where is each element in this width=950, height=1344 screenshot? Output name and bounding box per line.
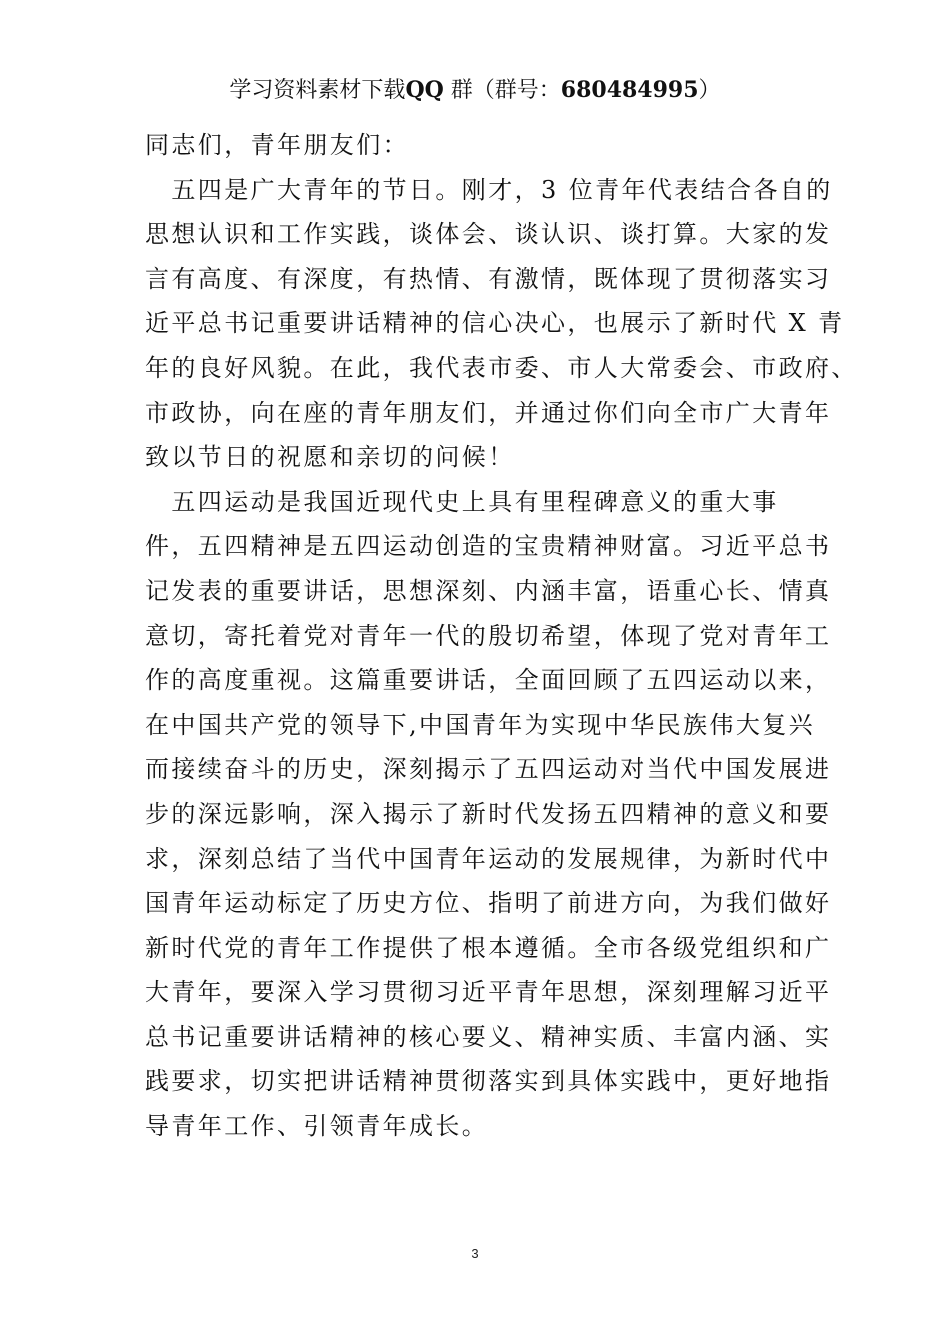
page-header — [0, 72, 950, 109]
text-line: 践要求，切实把讲话精神贯彻落实到具体实践中，更好地指 — [145, 1067, 832, 1096]
header-qq: QQ — [405, 77, 444, 103]
text-line: 五四是广大青年的节日。刚才，3 位青年代表结合各自的 — [145, 175, 833, 204]
text-line: 步的深远影响，深入揭示了新时代发扬五四精神的意义和要 — [145, 799, 832, 828]
document-body — [145, 123, 858, 1149]
text-line: 总书记重要讲话精神的核心要义、精神实质、丰富内涵、实 — [145, 1022, 832, 1051]
text-line: 五四运动是我国近现代史上具有里程碑意义的重大事 — [145, 487, 779, 516]
text-line: 市政协，向在座的青年朋友们，并通过你们向全市广大青年 — [145, 398, 832, 427]
text-line: 近平总书记重要讲话精神的信心决心，也展示了新时代 X 青 — [145, 309, 845, 338]
header-middle: 群（群号： — [443, 78, 561, 103]
text-line: 大青年，要深入学习贯彻习近平青年思想，深刻理解习近平 — [145, 978, 832, 1007]
text-line: 作的高度重视。这篇重要讲话，全面回顾了五四运动以来， — [145, 666, 832, 695]
page-number: 3 — [471, 1246, 479, 1261]
text-line: 致以节日的祝愿和亲切的问候！ — [145, 443, 515, 472]
text-line: 求，深刻总结了当代中国青年运动的发展规律，为新时代中 — [145, 844, 832, 873]
text-line: 而接续奋斗的历史，深刻揭示了五四运动对当代中国发展进 — [145, 755, 832, 784]
header-prefix: 学习资料素材下载 — [229, 78, 406, 103]
text-line: 国青年运动标定了历史方位、指明了前进方向，为我们做好 — [145, 889, 832, 918]
text-line: 言有高度、有深度，有热情、有激情，既体现了贯彻落实习 — [145, 264, 832, 293]
header-suffix: ） — [698, 78, 721, 103]
text-line: 导青年工作、引领青年成长。 — [145, 1112, 489, 1141]
text-line: 新时代党的青年工作提供了根本遵循。全市各级党组织和广 — [145, 933, 832, 962]
text-line: 同志们，青年朋友们： — [145, 131, 409, 159]
text-line: 意切，寄托着党对青年一代的殷切希望，体现了党对青年工 — [145, 621, 832, 650]
text-line: 在中国共产党的领导下,中国青年为实现中华民族伟大复兴 — [145, 710, 816, 739]
text-line: 年的良好风貌。在此，我代表市委、市人大常委会、市政府、 — [145, 353, 858, 382]
header-group-number: 680484995 — [560, 77, 699, 103]
text-line: 记发表的重要讲话，思想深刻、内涵丰富，语重心长、情真 — [145, 576, 832, 605]
text-line: 思想认识和工作实践，谈体会、谈认识、谈打算。大家的发 — [145, 220, 832, 249]
text-line: 件，五四精神是五四运动创造的宝贵精神财富。习近平总书 — [145, 532, 832, 561]
